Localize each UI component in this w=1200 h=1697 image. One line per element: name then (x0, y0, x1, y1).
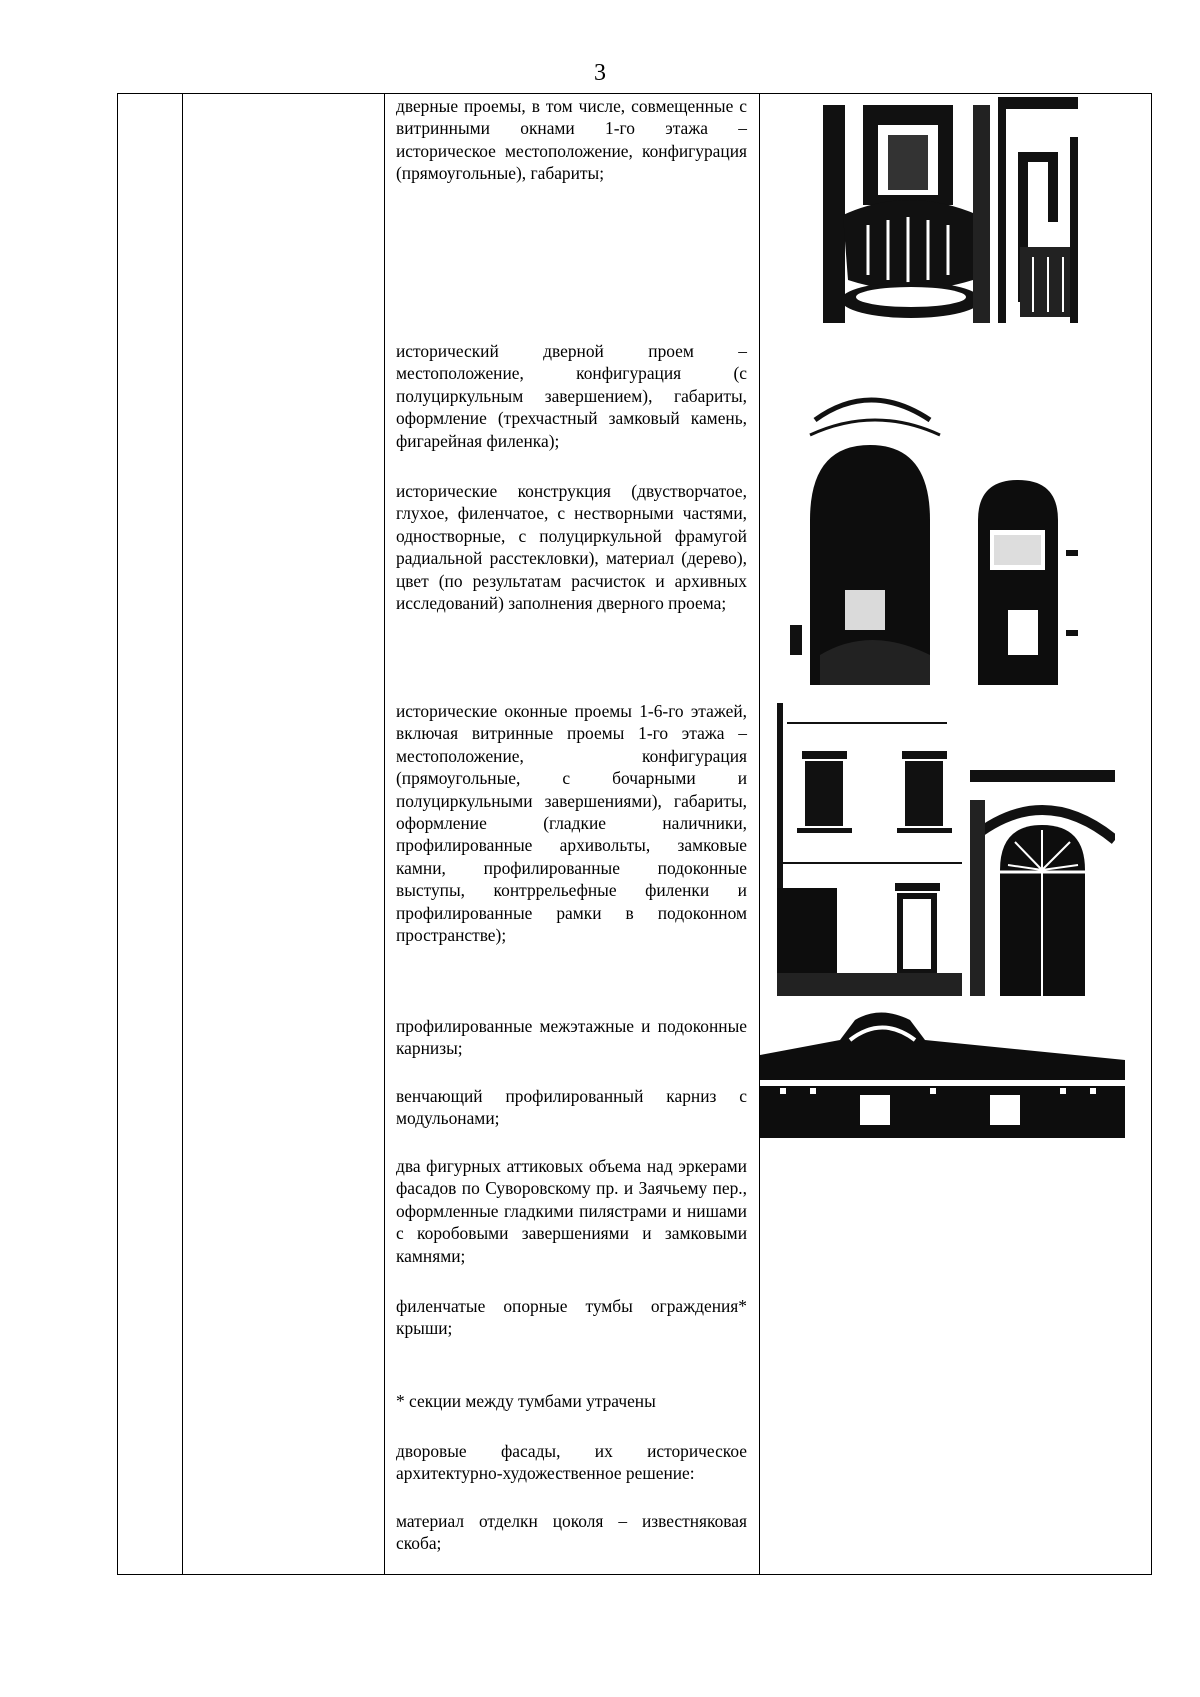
facade-windows-photo (777, 703, 962, 996)
text-paragraph: профилированные межэтажные и подоконные карнизы; (396, 1016, 747, 1059)
text-paragraph: венчающий профилированный карниз с модульонами; (396, 1086, 747, 1129)
arched-window-photo (970, 770, 1115, 996)
text-paragraph: два фигурных аттиковых объема над эркерами фасадов по Суворовскому пр. и Заячьему пер., оформленные гладкими пилястрами и нишами с коробовыми завершениями и замковыми камнями; (396, 1156, 747, 1266)
page-number: 3 (594, 60, 606, 86)
text-paragraph: дворовые фасады, их историческое архитектурно-художественное решение: (396, 1441, 747, 1484)
balcony-detail-photo (998, 97, 1078, 323)
text-paragraph: филенчатые опорные тумбы ограждения* крыши; (396, 1296, 747, 1339)
text-paragraph: * секции между тумбами утрачены (396, 1391, 656, 1411)
arched-door-photo (790, 335, 960, 685)
table-column-divider (182, 94, 183, 1574)
text-paragraph: исторический дверной проем – местоположение, конфигурация (с полуциркульным завершением), габариты, оформление (трехчастный замковый камень, фигарейная филенка); (396, 341, 747, 451)
text-paragraph: исторические конструкция (двустворчатое, глухое, филенчатое, с нестворными частями, одностворные, с полуциркульной фрамугой радиальной расстекловки), материал (дерево), цвет (по результатам расчисток и архивных исследований) заполнения дверного проема; (396, 481, 747, 614)
table-column-divider (759, 94, 760, 1574)
text-paragraph: материал отделкн цоколя – известняковая скоба; (396, 1511, 747, 1554)
balcony-door-photo (823, 105, 990, 323)
attic-cornice-photo (760, 1000, 1125, 1138)
text-paragraph: дверные проемы, в том числе, совмещенные с витринными окнами 1-го этажа – историческое местоположение, конфигурация (прямоугольные), габариты; (396, 96, 747, 184)
text-paragraph: исторические оконные проемы 1-6-го этажей, включая витринные проемы 1-го этажа – местоположение, конфигурация (прямоугольные, с бочарными и полуциркульными завершениями), габариты, оформление (гладкие наличники, профилированные архивольты, замковые камни, профилированные подоконные выступы, контррельефные филенки и профилированные рамки в подоконном пространстве); (396, 701, 747, 946)
table-column-divider (384, 94, 385, 1574)
arched-door-fill-photo (960, 460, 1078, 685)
